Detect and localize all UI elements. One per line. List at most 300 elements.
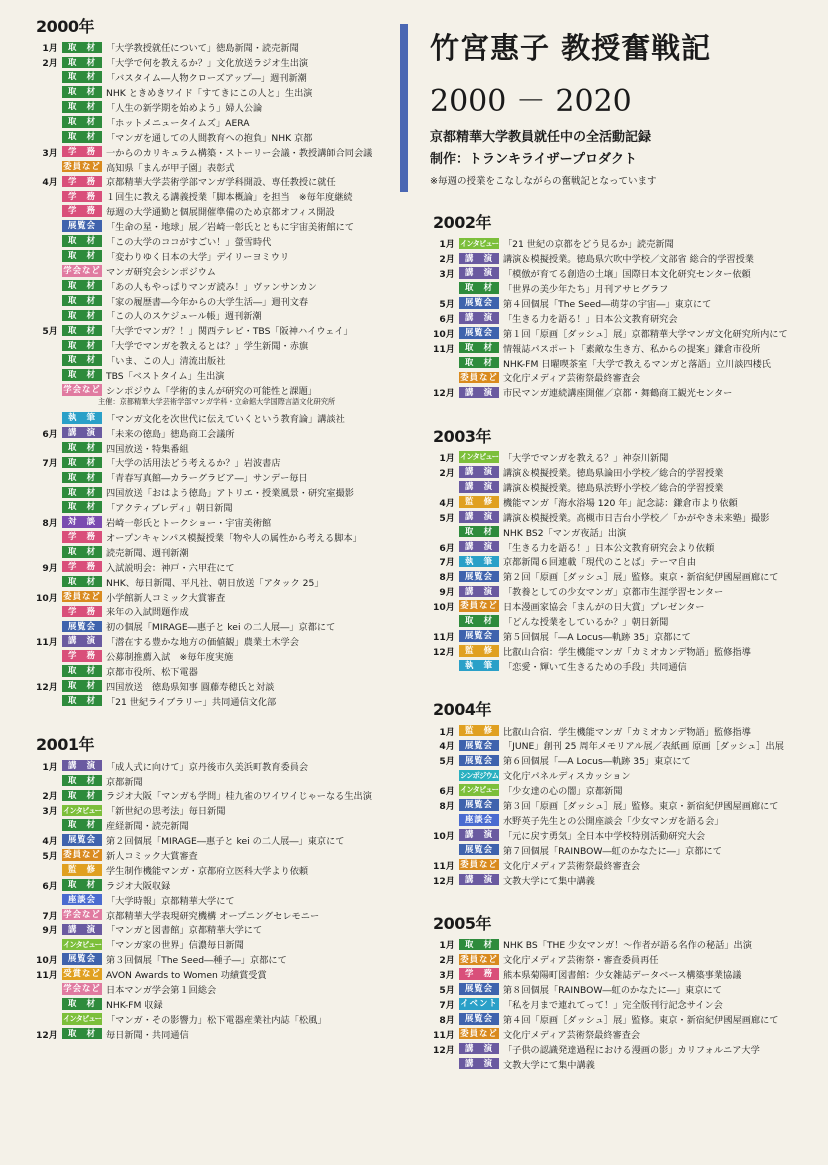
activity-row (28, 40, 398, 55)
category-badge: 展覧会 (62, 220, 102, 232)
subtitle: 京都精華大学教員就任中の全活動記録 (430, 130, 652, 145)
activity-text: 「大学の活用法どう考えるか？」岩波書店 (106, 458, 281, 470)
category-badge: 委員など (63, 160, 101, 171)
activity-text: 四国放送・特集番組 (106, 443, 189, 455)
month: 4月 (42, 836, 58, 848)
activity-row (425, 842, 815, 857)
month: 12月 (36, 681, 58, 693)
category-badge: 執 筆 (459, 556, 499, 568)
category-badge: 取 材 (62, 576, 102, 588)
activity-row (28, 440, 398, 455)
activity-text: 四国放送 徳島県知事 圓藤寿穂氏と対談 (106, 681, 275, 693)
category-badge: 講 演 (62, 760, 102, 772)
activity-row (425, 1056, 815, 1071)
month: 1月 (42, 43, 58, 55)
activity-text: 比叡山合宿．学生機能マンガ「カミオカンデ物語」監修指導 (503, 726, 751, 738)
activity-text: 京都新聞６回連載「現代のことば」テーマ自由 (503, 557, 696, 569)
section-gap (28, 708, 398, 732)
activity-text: 来年の入試問題作成 (106, 607, 189, 619)
activity-row (28, 338, 398, 353)
activity-text: 学生制作機能マンガ・京都府立医科大学より依頼 (106, 865, 309, 877)
month: 11月 (36, 637, 58, 649)
activity-text: 「大学でマンガを教える？」神奈川新聞 (503, 453, 669, 465)
year-section (425, 424, 815, 673)
category-badge: 展覧会 (459, 327, 499, 339)
month: 10月 (433, 830, 455, 842)
period: 2000 － 2020 (430, 84, 632, 119)
category-badge: 講 演 (459, 253, 499, 265)
month: 6月 (42, 428, 58, 440)
activity-text: 「あの人もやっぱりマンガ読み！」ヴァンサンカン (106, 281, 317, 293)
category-badge: 講 演 (459, 511, 499, 523)
category-badge: 取 材 (62, 325, 102, 337)
activity-row (425, 1011, 815, 1026)
activity-row (28, 293, 398, 308)
activity-text: 「この人のスケジュール帳」週刊新潮 (106, 311, 262, 323)
category-badge: 学 務 (62, 176, 102, 188)
month: 8月 (439, 572, 455, 584)
category-badge: 展覧会 (459, 630, 499, 642)
activity-row (28, 664, 398, 679)
category-badge: 取 材 (62, 101, 102, 113)
activity-row (425, 798, 815, 813)
activity-text: 「人生の新学期を始めよう」婦人公論 (106, 103, 263, 114)
activity-row (425, 857, 815, 872)
category-badge: インタビュー (62, 939, 102, 949)
month: 6月 (42, 880, 58, 892)
activity-row (28, 937, 398, 952)
category-badge: イベント (460, 998, 498, 1009)
activity-row (28, 693, 398, 708)
category-badge: 取 材 (62, 250, 102, 262)
activity-text: 四国放送「おはよう徳島」アトリエ・授業風景・研究室撮影 (106, 488, 354, 500)
category-badge: 学 務 (459, 968, 499, 980)
activity-text: 水野英子先生との公開座談会「少女マンガを語る会」 (503, 815, 724, 827)
activity-row (28, 470, 398, 485)
category-badge: 取 材 (62, 775, 102, 787)
section-gap (425, 400, 815, 424)
activity-row (425, 658, 815, 673)
month: 6月 (439, 313, 455, 325)
activity-row (425, 355, 815, 370)
category-badge: 講 演 (62, 635, 102, 647)
month: 12月 (433, 1044, 455, 1056)
activity-row (425, 643, 815, 658)
activity-row (425, 768, 815, 783)
section-gap (425, 673, 815, 697)
category-badge: シンポジウム (459, 770, 499, 780)
category-badge: 委員など (460, 600, 498, 611)
month: 7月 (439, 999, 455, 1011)
activity-row (28, 174, 398, 189)
activity-row (28, 678, 398, 693)
activity-text: 「少女達の心の闇」京都新聞 (503, 786, 623, 798)
category-badge: 取 材 (62, 57, 102, 69)
activity-row (28, 278, 398, 293)
activity-text: マンガ研究会シンポジウム (106, 266, 216, 278)
activity-row (28, 818, 398, 833)
category-badge: 監 修 (459, 645, 499, 657)
category-badge: 取 材 (62, 42, 102, 54)
category-badge: 取 材 (459, 357, 499, 369)
category-badge: 監 修 (459, 496, 499, 508)
activity-text: 「どんな授業をしているか？」朝日新聞 (503, 617, 669, 629)
month: 2月 (42, 791, 58, 803)
category-badge: 受賞など (63, 968, 101, 979)
activity-row (28, 803, 398, 818)
activity-text: 「21 世紀ライブラリー」共同通信文化部 (106, 696, 277, 708)
category-badge: 委員など (63, 590, 101, 601)
category-badge: 学 務 (62, 650, 102, 662)
activity-row (28, 85, 398, 100)
activity-text: 日本漫画家協会「まんがの日大賞」プレゼンター (503, 602, 705, 614)
activity-text: 第６回個展「―A Locus―軌跡 35」東京にて (503, 756, 691, 768)
activity-text: 第８回個展「RAINBOW―虹のかなたに―」東京にて (503, 985, 722, 997)
activity-text: 講演＆模擬授業。徳島県論田小学校／総合的学習授業 (503, 468, 724, 480)
activity-text: 「マンガ・その影響力」松下電器産業社内誌「松風」 (106, 1014, 327, 1026)
category-badge: 講 演 (459, 387, 499, 399)
activity-text: 新人コミック大賞審査 (106, 850, 198, 862)
month: 3月 (439, 970, 455, 982)
activity-text: AVON Awards to Women 功績賞受賞 (106, 970, 267, 982)
year-section (28, 14, 398, 708)
activity-text: 「大学でマンガを教えるとは？」学生新聞・赤旗 (106, 341, 309, 353)
category-badge: 講 演 (62, 427, 102, 439)
category-badge: インタビュー (62, 805, 102, 815)
category-badge: 監 修 (62, 864, 102, 876)
month: 11月 (36, 970, 58, 982)
activity-row (425, 982, 815, 997)
month: 2月 (42, 58, 58, 70)
activity-row (28, 248, 398, 263)
activity-text: 「青春写真館―カラーグラビア―」サンデー毎日 (106, 473, 308, 485)
activity-row (425, 465, 815, 480)
activity-row (425, 738, 815, 753)
activity-text: 日本マンガ学会第１回総会 (106, 984, 217, 996)
activity-text: 第２回「原画［ダッシュ］展」監修。東京・新宿紀伊國屋画廊にて (503, 572, 779, 584)
activity-row (425, 827, 815, 842)
category-badge: 取 材 (459, 282, 499, 294)
activity-text: 第７回個展「RAINBOW―虹のかなたに―」京都にて (503, 845, 722, 857)
activity-row (425, 753, 815, 768)
category-badge: 学 務 (62, 561, 102, 573)
activity-text: 京都市役所、松下電器 (106, 666, 198, 678)
activity-text: 「大学で何を教えるか？」文化放送ラジオ生出演 (106, 58, 309, 70)
activity-text: NHK BS2「マンガ夜話」出演 (503, 527, 627, 539)
activity-text: 情報誌パスポート「素敵な生き方、私からの提案」鎌倉市役所 (503, 343, 761, 355)
month: 7月 (439, 557, 455, 569)
activity-text: 「JUNE」創刊 25 周年メモリアル展／表紙画 原画［ダッシュ］出展 (503, 741, 784, 753)
activity-row (425, 723, 815, 738)
activity-row (425, 266, 815, 281)
month: 5月 (439, 299, 455, 310)
activity-text: 「私を月まで連れてって！」完全版刊行記念サイン会 (503, 999, 723, 1011)
activity-text: ラジオ大阪「マンガも学問」桂九雀のワイワイじゃーなる生出演 (106, 791, 372, 803)
activity-row (28, 485, 398, 500)
activity-row (425, 967, 815, 982)
month: 11月 (433, 860, 455, 872)
activity-row (28, 982, 398, 997)
category-badge: 学 務 (62, 531, 102, 543)
category-badge: 取 材 (459, 939, 499, 951)
category-badge: 取 材 (62, 879, 102, 891)
activity-text: 「新世紀の思考法」毎日新聞 (106, 806, 226, 818)
activity-row (425, 524, 815, 539)
month: 5月 (439, 985, 455, 997)
activity-row (28, 559, 398, 574)
category-badge: 展覧会 (459, 740, 499, 752)
activity-text: 「バスタイム―人物クローズアップ―」週刊新潮 (106, 73, 307, 85)
month: 5月 (42, 850, 58, 862)
activity-text: 第４回「原画［ダッシュ］展」監修。東京・新宿紀伊國屋画廊にて (503, 1014, 779, 1026)
section-gap (425, 887, 815, 911)
month: 10月 (36, 955, 58, 967)
category-badge: 講 演 (459, 267, 499, 279)
category-badge: 取 材 (62, 354, 102, 366)
year-heading: 2005年 (433, 913, 492, 933)
activity-row (28, 515, 398, 530)
activity-text: 「変わりゆく日本の大学」デイリーヨミウリ (106, 251, 290, 263)
category-badge: 展覧会 (62, 621, 102, 633)
month: 12月 (433, 875, 455, 887)
category-badge: 講 演 (62, 924, 102, 936)
activity-text: 岩崎一彰氏とトークショー・宇宙美術館 (106, 518, 272, 530)
category-badge: 講 演 (459, 312, 499, 324)
category-badge: 委員など (460, 371, 498, 382)
category-badge: 展覧会 (459, 983, 499, 995)
category-badge: 講 演 (459, 1043, 499, 1055)
activity-row (425, 554, 815, 569)
month: 5月 (439, 756, 455, 768)
activity-row (425, 952, 815, 967)
month: 3月 (439, 269, 455, 281)
category-badge: 取 材 (62, 442, 102, 454)
activity-row (425, 539, 815, 554)
year-heading: 2004年 (433, 700, 492, 720)
category-badge: 執 筆 (62, 412, 102, 424)
month: 11月 (433, 343, 455, 355)
category-badge: 展覧会 (459, 799, 499, 811)
category-badge: 展覧会 (459, 844, 499, 856)
activity-text: 「生きる力を語る！」日本公文教育研究会より依頼 (503, 542, 715, 554)
activity-row (28, 892, 398, 907)
activity-row (425, 584, 815, 599)
activity-row (425, 569, 815, 584)
category-badge: 取 材 (62, 131, 102, 143)
category-badge: 取 材 (62, 546, 102, 558)
category-badge: 講 演 (459, 586, 499, 598)
activity-row (28, 604, 398, 619)
activity-row (28, 410, 398, 425)
category-badge: 取 材 (62, 501, 102, 513)
category-badge: 取 材 (62, 369, 102, 381)
activity-text: 一からのカリキュラム構築・ストーリー会議・教授講師合同会議 (106, 147, 373, 159)
activity-row (28, 100, 398, 115)
month: 4月 (42, 177, 58, 189)
month: 12月 (433, 388, 455, 400)
category-badge: 講 演 (459, 481, 499, 493)
category-badge: 取 材 (62, 695, 102, 707)
activity-text: 「教養としての少女マンガ」京都市生涯学習センター (503, 587, 724, 599)
category-badge: 取 材 (62, 295, 102, 307)
activity-text: 熊本県菊陽町図書館：少女雑誌データベース構築事業協議 (503, 970, 742, 982)
activity-text: 京都新聞 (106, 776, 143, 788)
activity-text: NHK-FM 収録 (106, 999, 163, 1011)
activity-text: 「マンガを通しての人間教育への抱負」NHK 京都 (106, 132, 313, 144)
month: 6月 (439, 786, 455, 798)
activity-row (425, 614, 815, 629)
activity-text: 小学館新人コミック大賞審査 (106, 592, 226, 604)
activity-row (28, 530, 398, 545)
category-badge: 取 材 (459, 342, 499, 354)
category-badge: 監 修 (459, 725, 499, 737)
category-badge: 展覧会 (459, 755, 499, 767)
activity-row (28, 70, 398, 85)
activity-text: 「子供の認識発達過程における漫画の影」カリフォルニア大学 (503, 1044, 760, 1056)
activity-row (28, 952, 398, 967)
activity-text: 毎日新聞・共同通信 (106, 1029, 189, 1041)
category-badge: 講 演 (459, 874, 499, 886)
category-badge: 対 談 (62, 516, 102, 528)
activity-text: TBS「ベストタイム」生出演 (106, 371, 225, 383)
category-badge: 取 材 (62, 116, 102, 128)
activity-text: 「マンガと図書館」京都精華大学にて (106, 925, 263, 937)
activity-row (28, 144, 398, 159)
activity-row (28, 634, 398, 649)
page-title: 竹宮惠子 教授奮戦記 (430, 31, 712, 65)
activity-row (28, 589, 398, 604)
category-badge: 取 材 (459, 526, 499, 538)
activity-row (425, 251, 815, 266)
activity-row (28, 263, 398, 278)
activity-row (28, 996, 398, 1011)
activity-row (28, 619, 398, 634)
activity-row (28, 773, 398, 788)
month: 9月 (439, 587, 455, 599)
activity-row (28, 455, 398, 470)
activity-row (28, 114, 398, 129)
activity-text: NHK BS「THE 少女マンガ！～作者が語る名作の秘話」出演 (503, 940, 752, 952)
header-note: ※毎週の授業をこなしながらの奮戦記となっています (430, 176, 657, 187)
year-heading: 2002年 (433, 213, 492, 232)
category-badge: 執 筆 (459, 660, 499, 672)
category-badge: 取 材 (62, 86, 102, 98)
month: 3月 (42, 147, 58, 159)
activity-row (425, 340, 815, 355)
activity-row (28, 1026, 398, 1041)
row-note: 主催：京都精華大学芸術学部マンガ学科・立命館大学国際言語文化研究所 (98, 397, 336, 407)
category-badge: 取 材 (62, 665, 102, 677)
month: 7月 (42, 910, 58, 922)
activity-text: 初の個展「MIRAGE―惠子と kei の二人展―」京都にて (106, 622, 336, 634)
category-badge: 取 材 (62, 457, 102, 469)
category-badge: 学会など (63, 384, 101, 395)
year-section (28, 732, 398, 1041)
activity-text: 「ホットメニュータイムズ」AERA (106, 117, 250, 129)
activity-row (28, 967, 398, 982)
month: 1月 (439, 453, 455, 465)
category-badge: 委員など (460, 953, 498, 964)
right-column (425, 210, 815, 1071)
month: 8月 (439, 1014, 455, 1026)
activity-text: 産経新聞・読売新聞 (106, 821, 189, 833)
activity-row (28, 1011, 398, 1026)
activity-row (28, 55, 398, 70)
activity-text: シンポジウム「学術的まんが研究の可能性と課題」 (106, 385, 317, 397)
activity-row (28, 877, 398, 892)
activity-text: 第３回「原画［ダッシュ］展」監修。東京・新宿紀伊國屋画廊にて (503, 801, 779, 813)
activity-row (425, 997, 815, 1012)
activity-text: 京都精華大学表現研究機構 オープニングセレモニー (106, 910, 320, 922)
activity-text: オープンキャンパス模擬授業「物や人の属性から考える脚本」 (106, 532, 362, 544)
month: 6月 (439, 542, 455, 554)
activity-text: ラジオ大阪収録 (106, 880, 171, 892)
activity-text: １回生に教える講義授業「脚本概論」を担当 ※毎年度継続 (106, 192, 353, 204)
category-badge: 展覧会 (62, 834, 102, 846)
activity-text: 公募制推薦入試 ※毎年度実施 (106, 652, 234, 664)
month: 2月 (439, 468, 455, 480)
activity-row (425, 509, 815, 524)
month: 2月 (439, 254, 455, 266)
activity-text: NHK-FM 日曜喫茶室「大学で教えるマンガと落語」立川談四楼氏 (503, 358, 771, 370)
header-accent-bar (400, 24, 408, 192)
month: 1月 (42, 761, 58, 773)
activity-text: 「生命の星・地球」展／岩崎一彰氏とともに宇宙美術館にて (106, 222, 355, 234)
activity-row (425, 494, 815, 509)
activity-text: 「マンガ文化を次世代に伝えていくという教育論」講談社 (106, 413, 345, 425)
category-badge: 学 務 (62, 191, 102, 203)
month: 10月 (433, 602, 455, 614)
category-badge: インタビュー (62, 1014, 102, 1024)
activity-row (28, 189, 398, 204)
activity-text: 読売新聞、週刊新潮 (106, 547, 189, 559)
category-badge: 取 材 (62, 280, 102, 292)
activity-row (28, 129, 398, 144)
activity-text: 「大学時報」京都精華大学にて (106, 895, 235, 907)
month: 11月 (433, 631, 455, 643)
activity-text: 「アクティブレディ」朝日新聞 (106, 503, 233, 515)
activity-row (28, 382, 398, 397)
activity-row (28, 833, 398, 848)
category-badge: 学 務 (62, 205, 102, 217)
activity-row (28, 159, 398, 174)
activity-text: 「成人式に向けて」京丹後市久美浜町教育委員会 (106, 761, 309, 773)
activity-text: 第４回個展「The Seed―萌芽の宇宙―」東京にて (503, 299, 712, 310)
activity-text: 「この大学のココがすごい！」螢雪時代 (106, 237, 272, 249)
category-badge: インタビュー (459, 238, 499, 248)
month: 3月 (42, 806, 58, 818)
activity-row (28, 574, 398, 589)
activity-row (28, 323, 398, 338)
activity-row (28, 425, 398, 440)
activity-text: 文化庁メディア芸術祭・審査委員再任 (503, 955, 659, 967)
activity-text: 「潜在する豊かな地方の価値観」農業土木学会 (106, 637, 299, 649)
activity-text: 京都精華大学芸術学部マンガ学科開設、専任教授に就任 (106, 177, 336, 189)
activity-row (425, 370, 815, 385)
category-badge: 講 演 (459, 1058, 499, 1070)
activity-text: 「大学でマンガ？！」関西テレビ・TBS「阪神ハイウェイ」 (106, 326, 353, 338)
activity-text: 第５回個展「―A Locus―軌跡 35」京都にて (503, 631, 691, 643)
activity-row (28, 922, 398, 937)
category-badge: 学 務 (62, 606, 102, 618)
activity-row (425, 310, 815, 325)
category-badge: 学会など (63, 265, 101, 276)
category-badge: 取 材 (62, 472, 102, 484)
activity-text: 市民マンガ連続講座開催／京都・舞鶴商工観光センター (503, 388, 733, 400)
category-badge: 展覧会 (459, 297, 499, 309)
activity-text: 「家の履歴書―今年からの大学生活―」週刊文春 (106, 296, 309, 308)
activity-row (28, 500, 398, 515)
